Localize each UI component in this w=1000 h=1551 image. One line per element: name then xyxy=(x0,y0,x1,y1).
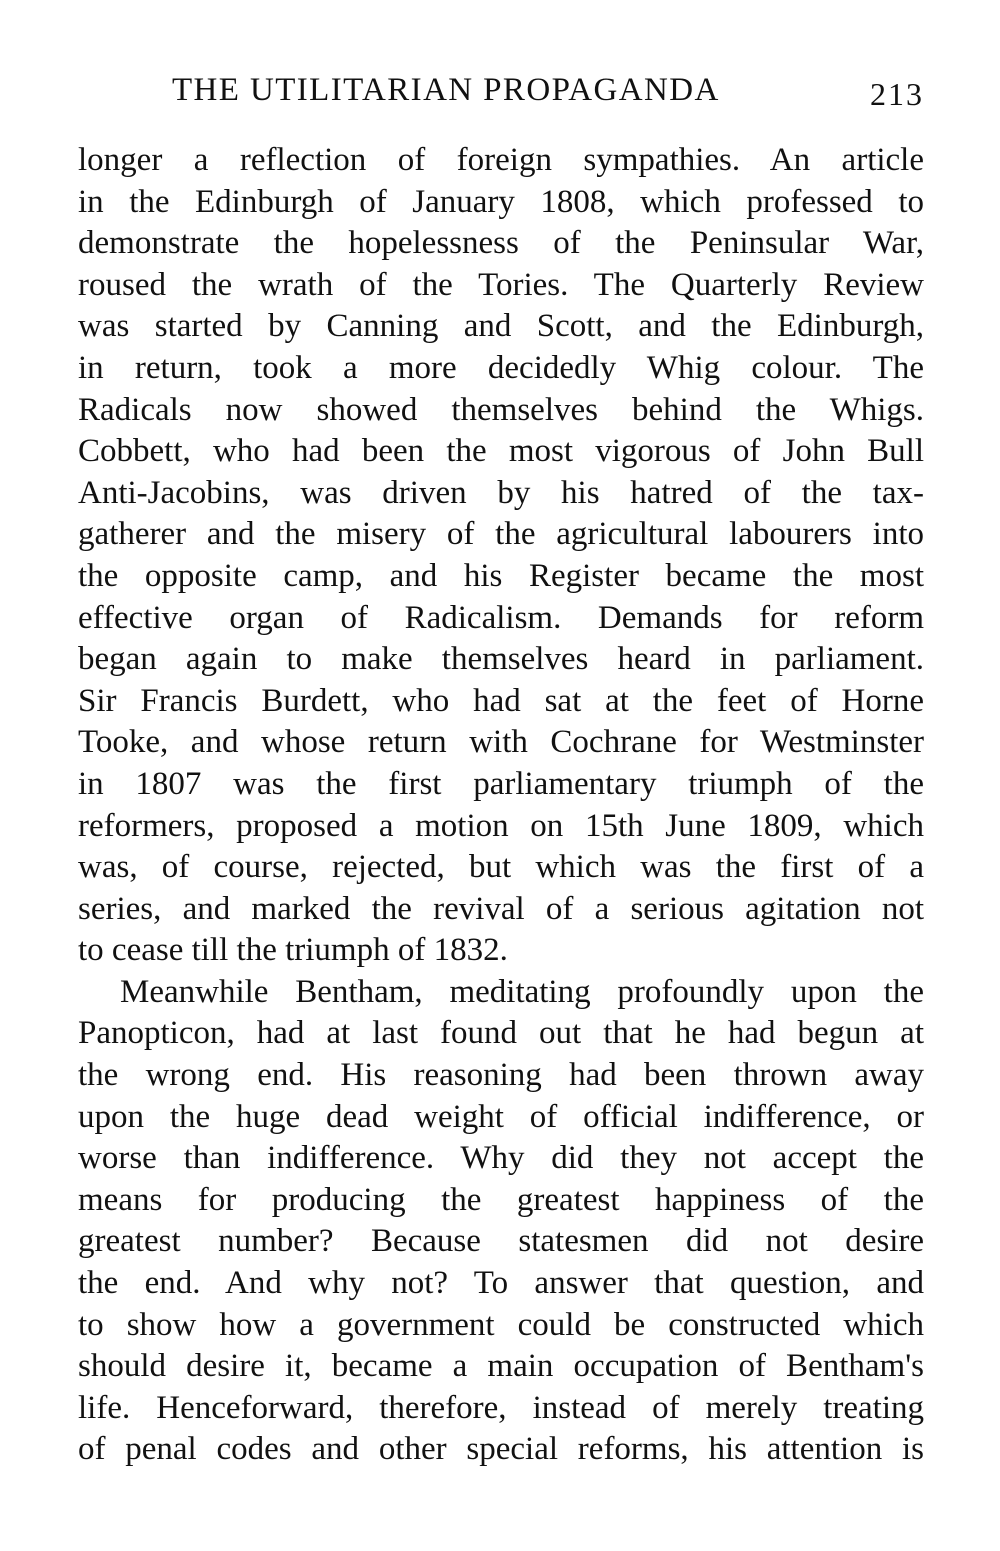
text-line: worse than indifference. Why did they not accept the xyxy=(78,1140,924,1177)
text-line: Sir Francis Burdett, who had sat at the feet of Horne xyxy=(78,682,924,719)
text-line: in 1807 was the first parliamentary triumph of the xyxy=(78,765,924,802)
text-line: the opposite camp, and his Register became the most xyxy=(78,557,924,594)
text-line: reformers, proposed a motion on 15th June 1809, which xyxy=(78,807,924,844)
text-line: demonstrate the hopelessness of the Peninsular War, xyxy=(78,225,924,262)
text-line: in the Edinburgh of January 1808, which professed to xyxy=(78,183,924,220)
paragraph xyxy=(78,972,924,1471)
text-line: upon the huge dead weight of official indifference, or xyxy=(78,1098,924,1135)
text-line: should desire it, became a main occupation of Bentham's xyxy=(78,1348,924,1385)
text-line: gatherer and the misery of the agricultural labourers into xyxy=(78,516,924,553)
text-line: was, of course, rejected, but which was the first of a xyxy=(78,849,924,886)
text-line: Meanwhile Bentham, meditating profoundly upon the xyxy=(120,973,924,1010)
page-number: 213 xyxy=(870,76,924,112)
text-line: Tooke, and whose return with Cochrane for Westminster xyxy=(78,724,924,761)
text-line: the wrong end. His reasoning had been thrown away xyxy=(78,1057,924,1094)
text-line: Panopticon, had at last found out that he had begun at xyxy=(78,1015,924,1052)
text-line: to show how a government could be constructed which xyxy=(78,1306,924,1343)
running-head xyxy=(78,72,924,112)
paragraph xyxy=(78,140,924,972)
running-title: THE UTILITARIAN PROPAGANDA xyxy=(172,72,720,108)
text-line: effective organ of Radicalism. Demands for reform xyxy=(78,599,924,636)
body-text xyxy=(78,140,924,1471)
text-line: was started by Canning and Scott, and the Edinburgh, xyxy=(78,308,924,345)
text-line: to cease till the triumph of 1832. xyxy=(78,932,508,969)
text-line: began again to make themselves heard in parliament. xyxy=(78,641,924,678)
text-line: means for producing the greatest happiness of the xyxy=(78,1181,924,1218)
text-line: roused the wrath of the Tories. The Quarterly Review xyxy=(78,266,924,303)
text-line: Radicals now showed themselves behind the Whigs. xyxy=(78,391,924,428)
text-line: series, and marked the revival of a serious agitation not xyxy=(78,890,924,927)
text-line: greatest number? Because statesmen did not desire xyxy=(78,1223,924,1260)
text-line: Cobbett, who had been the most vigorous of John Bull xyxy=(78,433,924,470)
text-line: life. Henceforward, therefore, instead of merely treating xyxy=(78,1389,924,1426)
text-line: in return, took a more decidedly Whig colour. The xyxy=(78,349,924,386)
text-line: the end. And why not? To answer that question, and xyxy=(78,1265,924,1302)
text-line: longer a reflection of foreign sympathies. An article xyxy=(78,142,924,178)
text-line: Anti-Jacobins, was driven by his hatred of the tax- xyxy=(78,474,924,511)
text-line: of penal codes and other special reforms, his attention is xyxy=(78,1431,924,1468)
